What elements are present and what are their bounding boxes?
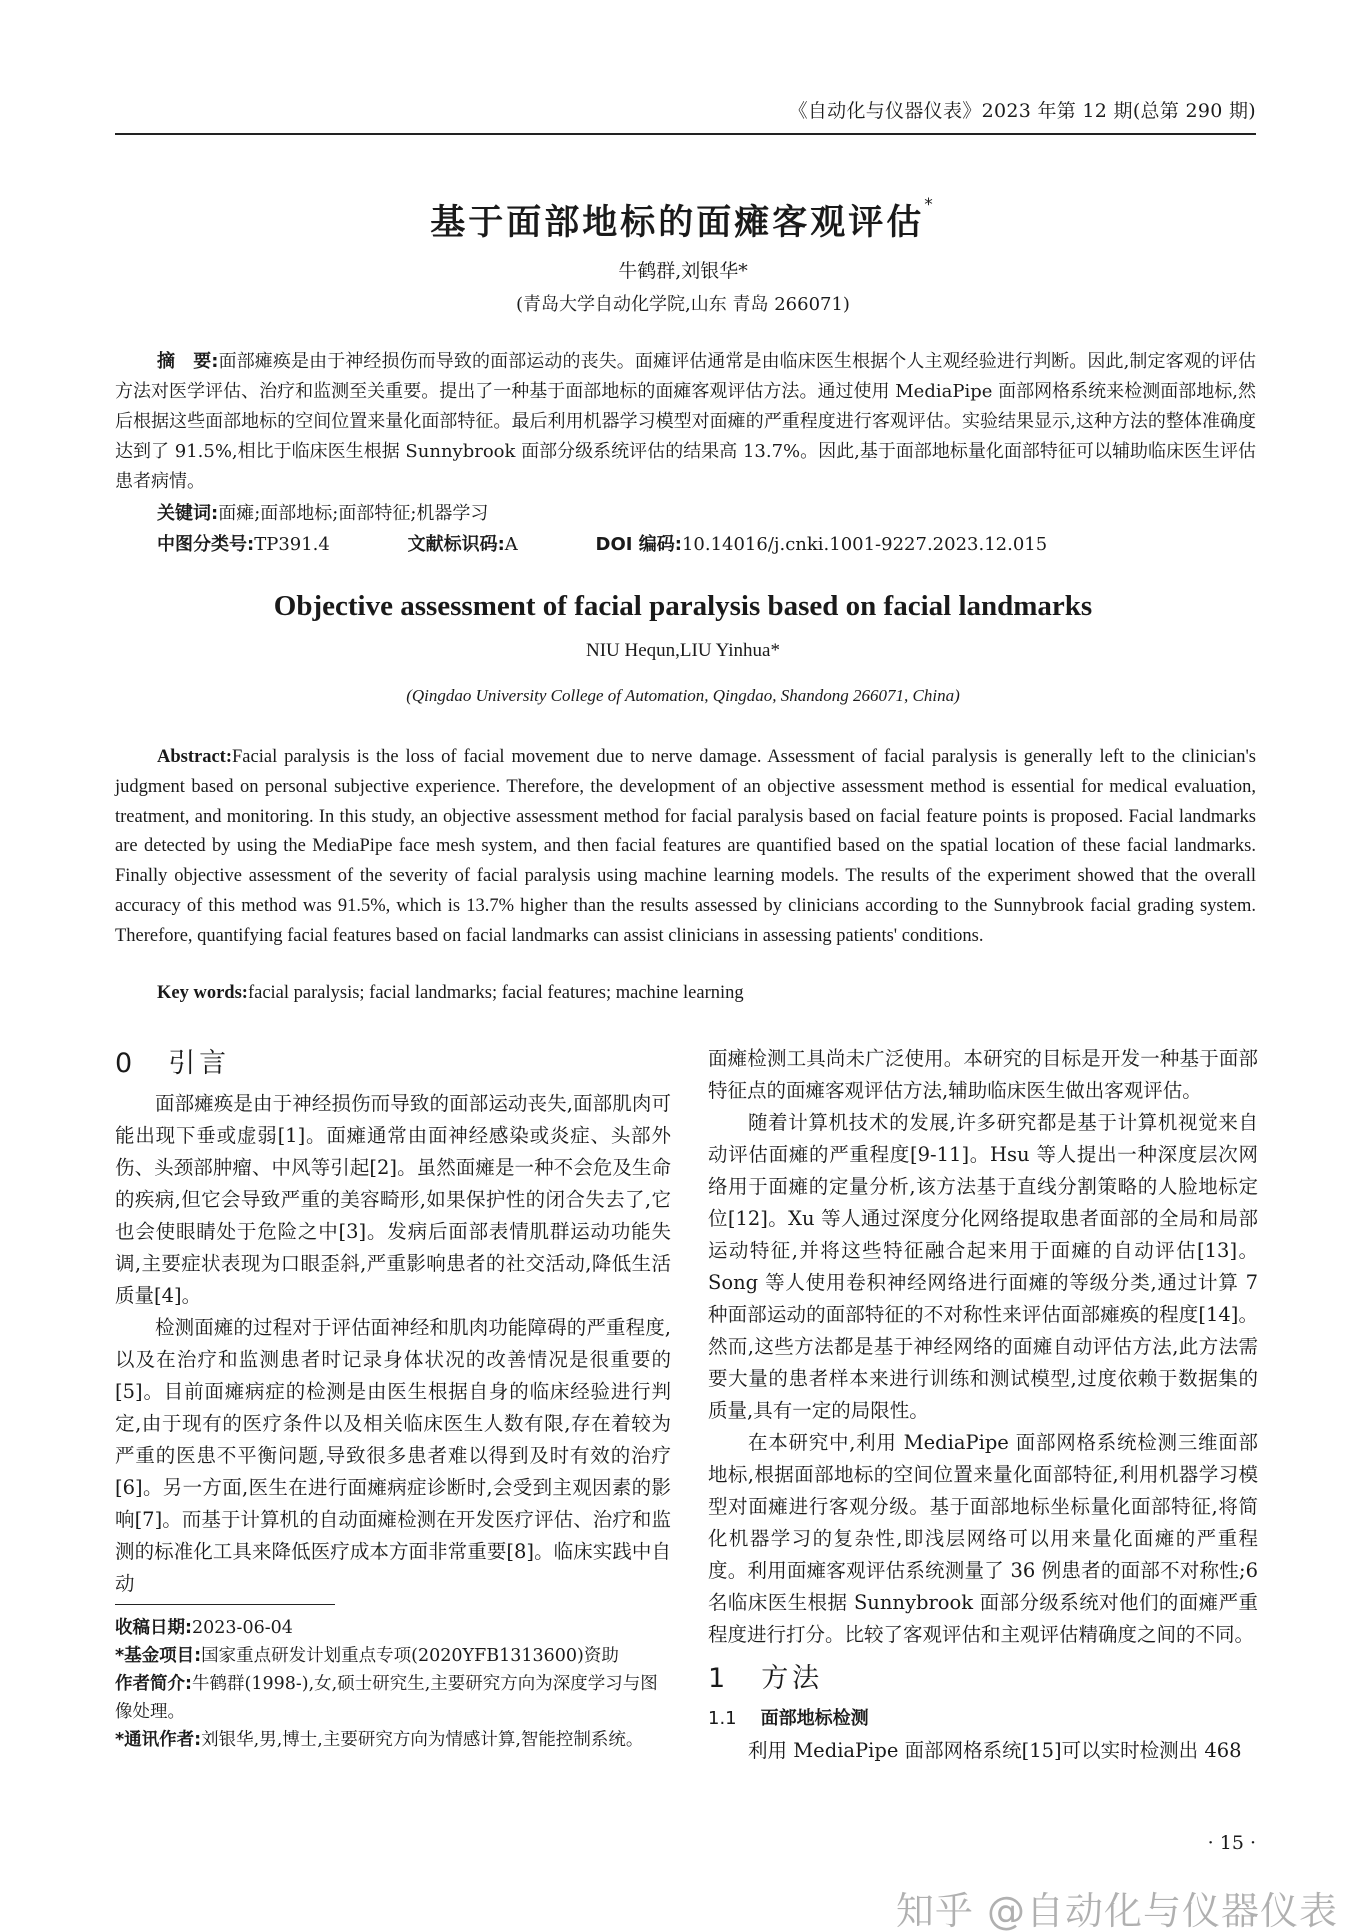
section-title: 方法	[761, 1663, 824, 1694]
english-keywords-text: facial paralysis; facial landmarks; facial features; machine learning	[247, 983, 744, 1003]
english-abstract-label: Abstract:	[157, 747, 233, 767]
english-keywords	[157, 983, 744, 1004]
english-authors: NIU Hequn,LIU Yinhua*	[585, 640, 780, 661]
left-column	[115, 1048, 671, 1600]
clc-value: TP391.4	[254, 534, 330, 555]
section-number: 0	[115, 1048, 137, 1079]
watermark: 知乎 @自动化与仪器仪表	[895, 1889, 1338, 1932]
body-paragraph: 面部瘫痪是由于神经损伤而导致的面部运动丧失,面部肌肉可能出现下垂或虚弱[1]。面瘫通常由面神经感染或炎症、头部外伤、头颈部肿瘤、中风等引起[2]。虽然面瘫是一种不会危及生命的疾病,但它会导致严重的美容畸形,如果保护性的闭合失去了,它也会使眼睛处于危险之中[3]。发病后面部表情肌群运动功能失调,主要症状表现为口眼歪斜,严重影响患者的社交活动,降低生活质量[4]。	[115, 1092, 671, 1307]
title-footnote-mark: *	[924, 195, 936, 215]
english-abstract	[115, 743, 1256, 952]
doi-label: DOI 编码:	[595, 534, 682, 555]
footnote-fund	[115, 1642, 671, 1670]
body-paragraph: 检测面瘫的过程对于评估面神经和肌肉功能障碍的严重程度,以及在治疗和监测患者时记录身体状况的改善情况是很重要的[5]。目前面瘫病症的检测是由医生根据自身的临床经验进行判定,由于现有的医疗条件以及相关临床医生人数有限,存在着较为严重的医患不平衡问题,导致很多患者难以得到及时有效的治疗[6]。另一方面,医生在进行面瘫病症诊断时,会受到主观因素的影响[7]。而基于计算机的自动面瘫检测在开发医疗评估、治疗和监测的标准化工具来降低医疗成本方面非常重要[8]。临床实践中自动	[115, 1316, 671, 1595]
chinese-keywords-text: 面瘫;面部地标;面部特征;机器学习	[218, 503, 489, 524]
footnote-label: *通讯作者:	[115, 1730, 202, 1750]
chinese-abstract-label: 摘 要:	[157, 351, 219, 372]
english-abstract-text: Facial paralysis is the loss of facial movement due to nerve damage. Assessment of facial paralysis is generally left to the clinician's judgment based on personal subjective experience. Therefore, the development of an objective assessment method is essential for medical evaluation, treatment, and monitoring. In this study, an objective assessment method for facial paralysis based on facial feature points is proposed. Facial landmarks are detected by using the MediaPipe face mesh system, and then facial features are quantified based on the spatial location of these facial landmarks. Finally objective assessment of the severity of facial paralysis using machine learning models. The results of the experiment showed that the overall accuracy of this method was 91.5%, which is 13.7% higher than the results assessed by clinicians according to the Sunnybrook facial grading system. Therefore, quantifying facial features based on facial landmarks can assist clinicians in assessing patients' conditions.	[115, 747, 1256, 946]
subsection-heading-1-1	[708, 1703, 1258, 1735]
footnote-author	[115, 1670, 671, 1726]
doi-value: 10.14016/j.cnki.1001-9227.2023.12.015	[681, 534, 1048, 555]
footnote-text: 刘银华,男,博士,主要研究方向为情感计算,智能控制系统。	[201, 1730, 644, 1750]
footnote-received	[115, 1614, 671, 1642]
chinese-keywords	[157, 499, 488, 525]
chinese-authors: 牛鹤群,刘银华*	[618, 260, 748, 282]
footnote-rule	[115, 1604, 335, 1605]
right-column	[708, 1043, 1258, 1767]
page-number: · 15 ·	[1207, 1832, 1256, 1854]
header-rule	[115, 133, 1256, 135]
footnote-text: 牛鹤群(1998-),女,硕士研究生,主要研究方向为深度学习与图像处理。	[115, 1674, 658, 1722]
section-number: 1	[708, 1663, 730, 1694]
footnote-label: 收稿日期:	[115, 1618, 192, 1638]
chinese-abstract	[115, 347, 1256, 497]
footnote-label: 作者简介:	[115, 1674, 192, 1694]
footnote-correspondence	[115, 1726, 671, 1754]
english-affiliation: (Qingdao University College of Automation, Qingdao, Shandong 266071, China)	[406, 686, 960, 705]
body-paragraph: 在本研究中,利用 MediaPipe 面部网格系统检测三维面部地标,根据面部地标的空间位置来量化面部特征,利用机器学习模型对面瘫进行客观分级。基于面部地标坐标量化面部特征,将简化机器学习的复杂性,即浅层网络可以用来量化面瘫的严重程度。利用面瘫客观评估系统测量了 36 例患者的面部不对称性;6 名临床医生根据 Sunnybrook 面部分级系统对他们的面瘫严重程度进行打分。比较了客观评估和主观评估精确度之间的不同。	[708, 1431, 1258, 1646]
footnote-text: 国家重点研发计划重点专项(2020YFB1313600)资助	[201, 1646, 619, 1666]
section-title: 引言	[168, 1048, 231, 1079]
english-title: Objective assessment of facial paralysis based on facial landmarks	[273, 590, 1093, 622]
classification-row	[157, 530, 1256, 556]
doc-code-label: 文献标识码:	[407, 534, 505, 555]
footnotes	[115, 1614, 671, 1754]
chinese-abstract-text: 面部瘫痪是由于神经损伤而导致的面部运动的丧失。面瘫评估通常是由临床医生根据个人主观经验进行判断。因此,制定客观的评估方法对医学评估、治疗和监测至关重要。提出了一种基于面部地标的面瘫客观评估方法。通过使用 MediaPipe 面部网格系统来检测面部地标,然后根据这些面部地标的空间位置来量化面部特征。最后利用机器学习模型对面瘫的严重程度进行客观评估。实验结果显示,这种方法的整体准确度达到了 91.5%,相比于临床医生根据 Sunnybrook 面部分级系统评估的结果高 13.7%。因此,基于面部地标量化面部特征可以辅助临床医生评估患者病情。	[115, 351, 1256, 492]
body-paragraph: 利用 MediaPipe 面部网格系统[15]可以实时检测出 468	[748, 1739, 1242, 1762]
clc-label: 中图分类号:	[157, 534, 255, 555]
section-heading-0	[115, 1048, 671, 1080]
chinese-title	[0, 195, 1366, 245]
doc-code-value: A	[504, 534, 518, 555]
chinese-keywords-label: 关键词:	[157, 503, 219, 524]
subsection-title: 面部地标检测	[760, 1708, 869, 1729]
body-paragraph: 面瘫检测工具尚未广泛使用。本研究的目标是开发一种基于面部特征点的面瘫客观评估方法,辅助临床医生做出客观评估。	[708, 1047, 1258, 1102]
english-keywords-label: Key words:	[157, 983, 248, 1003]
chinese-title-text: 基于面部地标的面瘫客观评估	[430, 203, 925, 243]
subsection-number: 1.1	[708, 1708, 737, 1729]
footnote-label: *基金项目:	[115, 1646, 202, 1666]
section-heading-1	[708, 1663, 1258, 1695]
chinese-affiliation: (青岛大学自动化学院,山东 青岛 266071)	[516, 294, 850, 315]
running-head: 《自动化与仪器仪表》2023 年第 12 期(总第 290 期)	[788, 100, 1256, 122]
footnote-text: 2023-06-04	[192, 1618, 293, 1638]
body-paragraph: 随着计算机技术的发展,许多研究都是基于计算机视觉来自动评估面瘫的严重程度[9-11]。Hsu 等人提出一种深度层次网络用于面瘫的定量分析,该方法基于直线分割策略的人脸地标定位[12]。Xu 等人通过深度分化网络提取患者面部的全局和局部运动特征,并将这些特征融合起来用于面瘫的自动评估[13]。Song 等人使用卷积神经网络进行面瘫的等级分类,通过计算 7 种面部运动的面部特征的不对称性来评估面部瘫痪的程度[14]。然而,这些方法都是基于神经网络的面瘫自动评估方法,此方法需要大量的患者样本来进行训练和测试模型,过度依赖于数据集的质量,具有一定的局限性。	[708, 1111, 1258, 1422]
